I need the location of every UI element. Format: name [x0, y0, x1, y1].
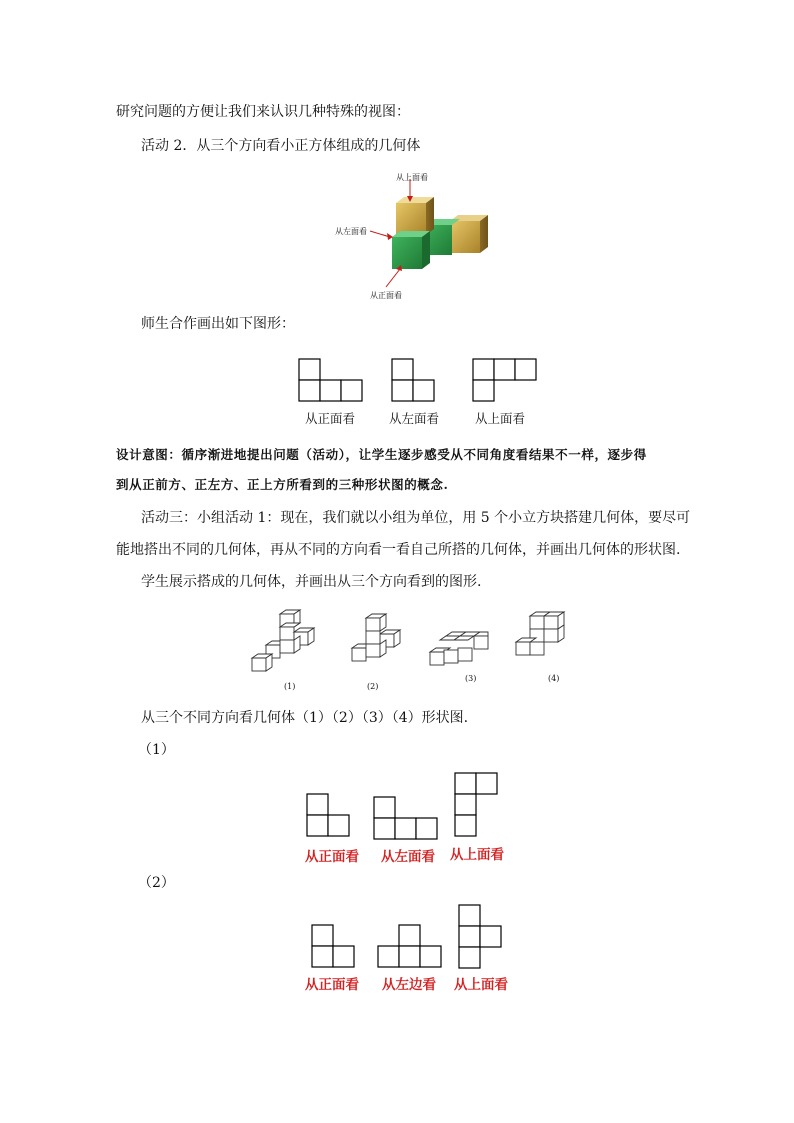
case2-label: （2）	[138, 875, 175, 891]
photo-label-top: 从上面看	[396, 173, 428, 182]
solid-label-4: (4)	[548, 674, 560, 683]
views-intro: 从三个不同方向看几何体（1）（2）（3）（4）形状图.	[141, 710, 469, 726]
case1-label: （1）	[138, 742, 175, 758]
activity3-line2: 能地搭出不同的几何体，再从不同的方向看一看自己所搭的几何体，并画出几何体的形状图.	[116, 542, 681, 558]
caption-front-1: 从正面看	[304, 411, 355, 426]
solid-drawing-2	[350, 614, 410, 666]
draw-line: 师生合作画出如下图形：	[141, 316, 295, 332]
case1-caption-top: 从上面看	[450, 847, 504, 863]
solid-drawing-3	[428, 630, 490, 670]
case1-front-grid	[306, 793, 350, 837]
caption-left-1: 从左面看	[388, 411, 439, 426]
case2-caption-top: 从上面看	[454, 977, 508, 993]
case2-caption-left: 从左边看	[382, 977, 436, 993]
solid-drawing-1	[250, 610, 325, 675]
case2-caption-front: 从正面看	[305, 977, 359, 993]
left-view-grid-1	[391, 358, 437, 402]
solid-label-2: (2)	[367, 682, 379, 691]
caption-top-1: 从上面看	[474, 411, 525, 426]
solid-label-1: (1)	[284, 682, 296, 691]
show-line: 学生展示搭成的几何体，并画出从三个方向看到的图形.	[141, 574, 482, 590]
photo-label-front: 从正面看	[370, 291, 402, 300]
top-view-grid-1	[472, 358, 540, 402]
solid-drawing-4	[514, 610, 570, 660]
photo-label-left: 从左面看	[335, 227, 367, 236]
activity2-title: 活动 2．从三个方向看小正方体组成的几何体	[141, 138, 421, 154]
case2-top-grid	[458, 904, 502, 970]
case2-left-grid	[377, 924, 443, 968]
case1-top-grid	[454, 772, 498, 838]
activity3-line1: 活动三：小组活动 1：现在，我们就以小组为单位，用 5 个小立方块搭建几何体，要尽可	[141, 510, 691, 526]
solid-label-3: (3)	[465, 674, 477, 683]
design-intent-line2: 到从正前方、正左方、正上方所看到的三种形状图的概念.	[116, 477, 449, 492]
case1-caption-left: 从左面看	[381, 849, 435, 865]
case2-front-grid	[311, 924, 355, 968]
intro-line: 研究问题的方便让我们来认识几种特殊的视图：	[116, 104, 410, 120]
case1-caption-front: 从正面看	[305, 849, 359, 865]
case1-left-grid	[373, 796, 439, 840]
front-view-grid-1	[298, 358, 364, 402]
design-intent-line1: 设计意图：循序渐进地提出问题（活动），让学生逐步感受从不同角度看结果不一样，逐步得	[116, 447, 647, 462]
